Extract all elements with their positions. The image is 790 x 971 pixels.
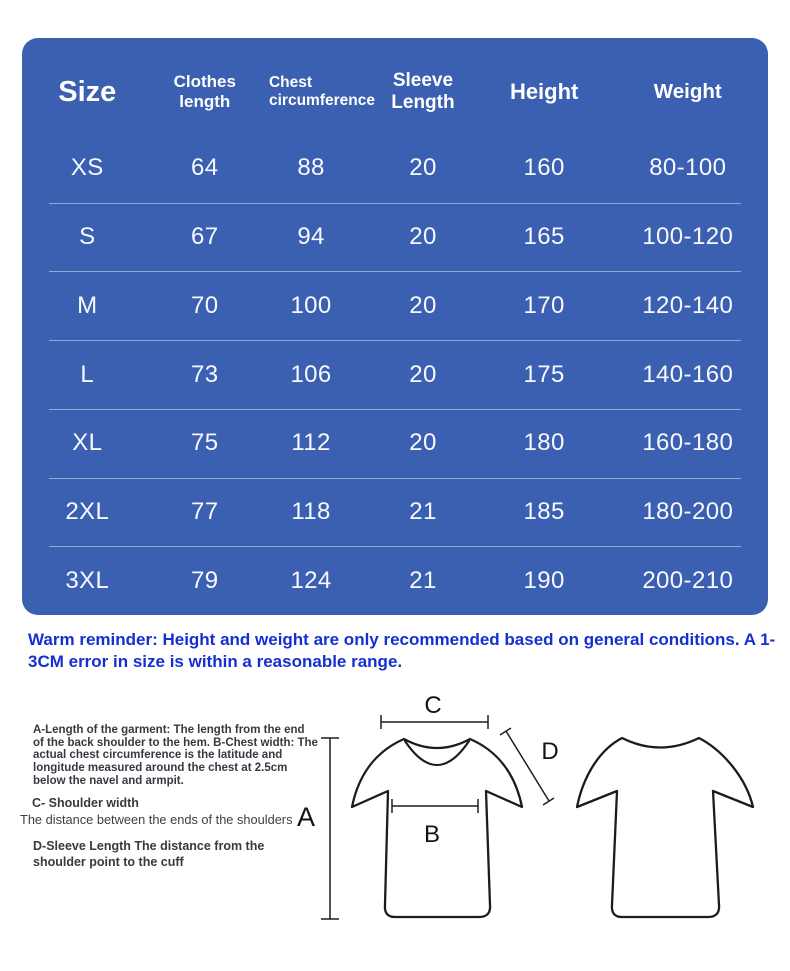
column-header-chest-circumference: Chest circumference bbox=[268, 74, 375, 109]
cell-weight: 80-100 bbox=[649, 154, 727, 182]
cell-clothes-length: 79 bbox=[191, 566, 219, 594]
cell-size: 2XL bbox=[65, 497, 110, 525]
cell-weight: 100-120 bbox=[642, 223, 734, 251]
table-row-m bbox=[22, 271, 768, 340]
measurement-notes bbox=[20, 724, 318, 871]
column-header-height: Height bbox=[509, 79, 579, 104]
table-row-l bbox=[22, 340, 768, 409]
cell-chest: 106 bbox=[290, 360, 332, 388]
cell-chest: 88 bbox=[297, 154, 325, 182]
cell-sleeve: 20 bbox=[409, 360, 437, 388]
column-header-sleeve-length: Sleeve Length bbox=[391, 70, 455, 113]
cell-height: 170 bbox=[523, 291, 565, 319]
size-table bbox=[22, 38, 768, 615]
table-row-xl bbox=[22, 409, 768, 478]
table-header-row bbox=[22, 38, 768, 134]
cell-height: 185 bbox=[523, 497, 565, 525]
cell-size: S bbox=[79, 223, 96, 251]
cell-sleeve: 20 bbox=[409, 429, 437, 457]
cell-clothes-length: 64 bbox=[191, 154, 219, 182]
cell-height: 160 bbox=[523, 154, 565, 182]
warm-reminder-text: Warm reminder: Height and weight are only recommended based on general conditions. A 1-3CM error in size is within a reasonable range. bbox=[28, 630, 776, 672]
label-d: D bbox=[541, 738, 559, 765]
note-garment-length-chest: A-Length of the garment: The length from the end of the back shoulder to the hem. B-Chest width: The actual chest circumference is the latitude and longitude measured around the chest at 2.5cm below the navel and armpit. bbox=[33, 724, 318, 787]
cell-chest: 112 bbox=[291, 429, 331, 457]
cell-weight: 120-140 bbox=[642, 291, 734, 319]
column-header-size: Size bbox=[58, 75, 117, 108]
cell-height: 165 bbox=[523, 223, 565, 251]
table-row-xs bbox=[22, 134, 768, 203]
cell-clothes-length: 67 bbox=[191, 223, 219, 251]
cell-height: 190 bbox=[523, 566, 565, 594]
cell-chest: 100 bbox=[290, 291, 332, 319]
cell-size: XL bbox=[72, 429, 103, 457]
note-sleeve-length: D-Sleeve Length The distance from the shoulder point to the cuff bbox=[33, 839, 265, 869]
cell-size: XS bbox=[70, 154, 104, 182]
back-shirt-outline bbox=[577, 738, 753, 917]
cell-height: 180 bbox=[523, 429, 565, 457]
table-row-s bbox=[22, 203, 768, 272]
column-header-clothes-length: Clothes length bbox=[173, 72, 236, 111]
cell-sleeve: 20 bbox=[409, 154, 437, 182]
cell-weight: 200-210 bbox=[642, 566, 734, 594]
cell-clothes-length: 73 bbox=[191, 360, 219, 388]
label-a: A bbox=[296, 802, 316, 832]
cell-weight: 160-180 bbox=[642, 429, 734, 457]
cell-chest: 94 bbox=[297, 223, 325, 251]
dimension-line-a bbox=[321, 738, 339, 919]
label-c: C bbox=[424, 692, 442, 719]
cell-clothes-length: 77 bbox=[191, 497, 219, 525]
table-row-2xl bbox=[22, 478, 768, 547]
tshirt-measurement-diagram bbox=[290, 690, 790, 971]
cell-size: 3XL bbox=[65, 566, 110, 594]
note-shoulder-width-desc: The distance between the ends of the shoulders bbox=[20, 811, 293, 827]
cell-sleeve: 20 bbox=[409, 223, 437, 251]
cell-sleeve: 21 bbox=[409, 566, 437, 594]
cell-weight: 180-200 bbox=[642, 497, 734, 525]
cell-size: L bbox=[80, 360, 95, 388]
cell-size: M bbox=[77, 291, 98, 319]
cell-chest: 118 bbox=[291, 497, 331, 525]
cell-height: 175 bbox=[523, 360, 565, 388]
cell-clothes-length: 70 bbox=[191, 291, 219, 319]
note-shoulder-width-title: C- Shoulder width bbox=[32, 796, 139, 811]
cell-weight: 140-160 bbox=[642, 360, 734, 388]
cell-clothes-length: 75 bbox=[191, 429, 219, 457]
cell-sleeve: 21 bbox=[409, 497, 437, 525]
cell-chest: 124 bbox=[290, 566, 332, 594]
cell-sleeve: 20 bbox=[409, 291, 437, 319]
table-row-3xl bbox=[22, 546, 768, 615]
label-b: B bbox=[423, 821, 441, 848]
column-header-weight: Weight bbox=[653, 80, 722, 103]
